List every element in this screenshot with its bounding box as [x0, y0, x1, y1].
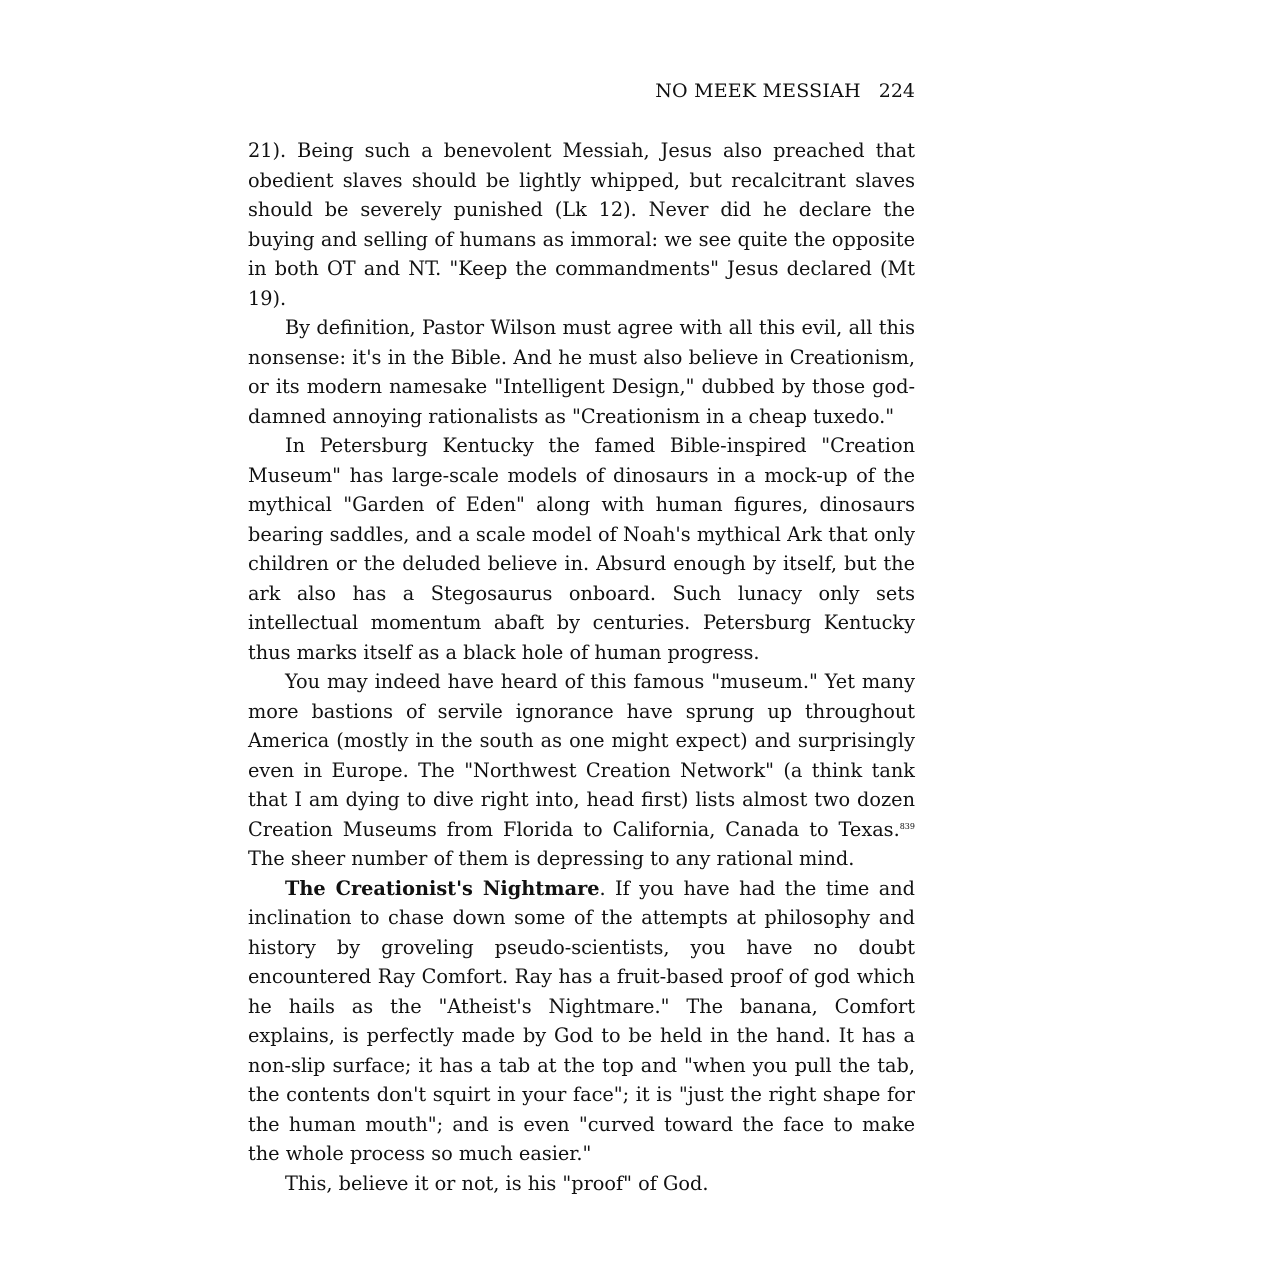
book-title: NO MEEK MESSIAH [655, 80, 861, 102]
body-text [248, 136, 915, 1198]
running-head [655, 80, 915, 102]
paragraph-5 [248, 874, 915, 1169]
footnote-ref: 839 [899, 821, 915, 831]
paragraph-1: 21). Being such a benevolent Messiah, Jesus also preached that obedient slaves should be lightly whipped, but recalcitrant slaves should be severely punished (Lk 12). Never did he declare the buying and selling of humans as immoral: we see quite the opposite in both OT and NT. "Keep the commandments" Jesus declared (Mt 19). [248, 139, 915, 310]
paragraph-4 [248, 667, 915, 874]
page-number: 224 [878, 80, 915, 102]
paragraph-4-text: You may indeed have heard of this famous "museum." Yet many more bastions of servile ignorance have sprung up throughout America (mostly in the south as one might expect) and surprisingly even in Europe. The "Northwest Creation Network" (a think tank that I am dying to dive right into, head first) lists almost two dozen Creation Museums from Florida to California, Canada to Texas. [248, 670, 915, 841]
paragraph-4-text-cont: The sheer number of them is depressing to any rational mind. [248, 847, 855, 870]
section-heading: The Creationist's Nightmare [285, 876, 600, 900]
paragraph-5-text: . If you have had the time and inclination to chase down some of the attempts at philosophy and history by groveling pseudo-scientists, you have no doubt encountered Ray Comfort. Ray has a fruit-based proof of god which he hails as the "Atheist's Nightmare." The banana, Comfort explains, is perfectly made by God to be held in the hand. It has a non-slip surface; it has a tab at the top and "when you pull the tab, the contents don't squirt in your face"; it is "just the right shape for the human mouth"; and is even "curved toward the face to make the whole process so much easier." [248, 876, 915, 1165]
paragraph-3: In Petersburg Kentucky the famed Bible-inspired "Creation Museum" has large-scale models of dinosaurs in a mock-up of the mythical "Garden of Eden" along with human figures, dinosaurs bearing saddles, and a scale model of Noah's mythical Ark that only children or the deluded believe in. Absurd enough by itself, but the ark also has a Stegosaurus onboard. Such lunacy only sets intellectual momentum abaft by centuries. Petersburg Kentucky thus marks itself as a black hole of human progress. [248, 434, 915, 664]
paragraph-6: This, believe it or not, is his "proof" of God. [285, 1171, 709, 1195]
paragraph-2: By definition, Pastor Wilson must agree with all this evil, all this nonsense: it's in the Bible. And he must also believe in Creationism, or its modern namesake "Intelligent Design," dubbed by those god-damned annoying rationalists as "Creationism in a cheap tuxedo." [248, 316, 915, 428]
book-page [248, 0, 915, 1275]
